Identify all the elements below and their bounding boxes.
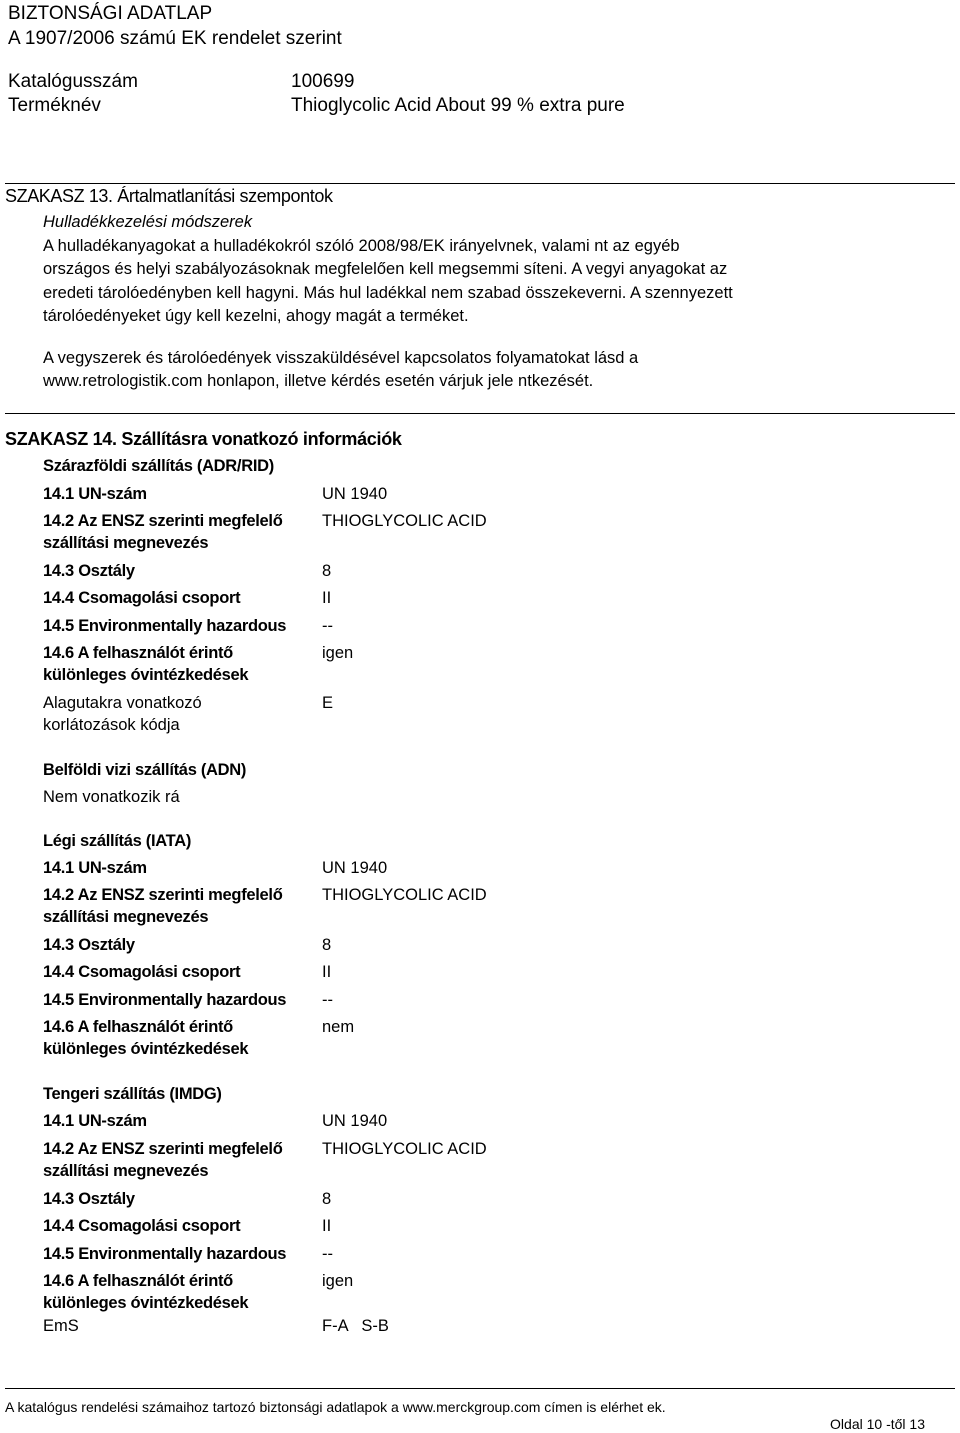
iata-title: Légi szállítás (IATA) bbox=[43, 832, 192, 850]
adr-title: Szárazföldi szállítás (ADR/RID) bbox=[43, 457, 274, 475]
adr-name-label-2: szállítási megnevezés bbox=[43, 534, 209, 552]
section-14-rule bbox=[5, 413, 955, 414]
regulation-line: A 1907/2006 számú EK rendelet szerint bbox=[8, 28, 342, 49]
adr-precautions-value: igen bbox=[322, 644, 354, 662]
product-value: Thioglycolic Acid About 99 % extra pure bbox=[291, 95, 625, 116]
footer-rule bbox=[5, 1388, 955, 1389]
section-13-heading: SZAKASZ 13. Ártalmatlanítási szempontok bbox=[5, 186, 333, 206]
catalog-label: Katalógusszám bbox=[8, 71, 138, 92]
iata-env-value: -- bbox=[322, 991, 333, 1009]
imdg-class-label: 14.3 Osztály bbox=[43, 1190, 135, 1208]
adr-precautions-label-2: különleges óvintézkedések bbox=[43, 666, 249, 684]
iata-un-value: UN 1940 bbox=[322, 859, 388, 877]
adr-packing-group-value: II bbox=[322, 589, 332, 607]
imdg-precautions-label-2: különleges óvintézkedések bbox=[43, 1294, 249, 1312]
catalog-value: 100699 bbox=[291, 71, 355, 92]
iata-class-label: 14.3 Osztály bbox=[43, 936, 135, 954]
iata-precautions-label: 14.6 A felhasználót érintő bbox=[43, 1018, 233, 1036]
iata-precautions-label-2: különleges óvintézkedések bbox=[43, 1040, 249, 1058]
iata-packing-group-label: 14.4 Csomagolási csoport bbox=[43, 963, 241, 981]
footer-note: A katalógus rendelési számaihoz tartozó biztonsági adatlapok a www.merckgroup.com címen is elérhet ek. bbox=[5, 1399, 666, 1415]
imdg-precautions-value: igen bbox=[322, 1272, 354, 1290]
imdg-name-label: 14.2 Az ENSZ szerinti megfelelő bbox=[43, 1140, 283, 1158]
document-title: BIZTONSÁGI ADATLAP bbox=[8, 3, 213, 24]
adr-un-label: 14.1 UN-szám bbox=[43, 485, 147, 503]
imdg-env-label: 14.5 Environmentally hazardous bbox=[43, 1245, 287, 1263]
section-13-rule bbox=[5, 183, 955, 184]
section-13-text-line: A vegyszerek és tárolóedények visszaküldésével kapcsolatos folyamatokat lásd a bbox=[43, 349, 639, 367]
imdg-title: Tengeri szállítás (IMDG) bbox=[43, 1085, 222, 1103]
iata-un-label: 14.1 UN-szám bbox=[43, 859, 147, 877]
adr-class-label: 14.3 Osztály bbox=[43, 562, 135, 580]
imdg-env-value: -- bbox=[322, 1245, 333, 1263]
iata-packing-group-value: II bbox=[322, 963, 332, 981]
section-13-text-line: tárolóedényeket úgy kell kezelni, ahogy magát a terméket. bbox=[43, 307, 469, 325]
imdg-packing-group-value: II bbox=[322, 1217, 332, 1235]
imdg-name-value: THIOGLYCOLIC ACID bbox=[322, 1140, 487, 1158]
section-14-heading: SZAKASZ 14. Szállításra vonatkozó információk bbox=[5, 429, 402, 449]
imdg-un-value: UN 1940 bbox=[322, 1112, 388, 1130]
adr-un-value: UN 1940 bbox=[322, 485, 388, 503]
imdg-un-label: 14.1 UN-szám bbox=[43, 1112, 147, 1130]
imdg-class-value: 8 bbox=[322, 1190, 332, 1208]
adr-tunnel-label-2: korlátozások kódja bbox=[43, 716, 180, 734]
imdg-name-label-2: szállítási megnevezés bbox=[43, 1162, 209, 1180]
imdg-ems-label: EmS bbox=[43, 1317, 79, 1335]
adr-env-label: 14.5 Environmentally hazardous bbox=[43, 617, 287, 635]
page-number: Oldal 10 -től 13 bbox=[830, 1416, 925, 1432]
iata-precautions-value: nem bbox=[322, 1018, 355, 1036]
imdg-packing-group-label: 14.4 Csomagolási csoport bbox=[43, 1217, 241, 1235]
imdg-precautions-label: 14.6 A felhasználót érintő bbox=[43, 1272, 233, 1290]
section-13-text-line: országos és helyi szabályozásoknak megfelelően kell megsemmi síteni. A vegyi anyagokat az bbox=[43, 260, 728, 278]
adn-text: Nem vonatkozik rá bbox=[43, 788, 180, 806]
waste-methods-subheading: Hulladékkezelési módszerek bbox=[43, 213, 253, 231]
adr-class-value: 8 bbox=[322, 562, 332, 580]
adr-name-label: 14.2 Az ENSZ szerinti megfelelő bbox=[43, 512, 283, 530]
section-13-text-line: eredeti tárolóedényben kell hagyni. Más hul ladékkal nem szabad összekeverni. A szennyezett bbox=[43, 284, 733, 302]
adr-tunnel-label: Alagutakra vonatkozó bbox=[43, 694, 202, 712]
adr-tunnel-value: E bbox=[322, 694, 334, 712]
adr-precautions-label: 14.6 A felhasználót érintő bbox=[43, 644, 233, 662]
iata-name-value: THIOGLYCOLIC ACID bbox=[322, 886, 487, 904]
adr-env-value: -- bbox=[322, 617, 333, 635]
adn-title: Belföldi vizi szállítás (ADN) bbox=[43, 761, 247, 779]
iata-env-label: 14.5 Environmentally hazardous bbox=[43, 991, 287, 1009]
product-label: Terméknév bbox=[8, 95, 101, 116]
section-13-text-line: www.retrologistik.com honlapon, illetve kérdés esetén várjuk jele ntkezését. bbox=[43, 372, 594, 390]
iata-name-label: 14.2 Az ENSZ szerinti megfelelő bbox=[43, 886, 283, 904]
iata-class-value: 8 bbox=[322, 936, 332, 954]
adr-packing-group-label: 14.4 Csomagolási csoport bbox=[43, 589, 241, 607]
section-13-text-line: A hulladékanyagokat a hulladékokról szóló 2008/98/EK irányelvnek, valami nt az egyéb bbox=[43, 237, 680, 255]
iata-name-label-2: szállítási megnevezés bbox=[43, 908, 209, 926]
adr-name-value: THIOGLYCOLIC ACID bbox=[322, 512, 487, 530]
imdg-ems-value: F-A S-B bbox=[322, 1317, 389, 1335]
